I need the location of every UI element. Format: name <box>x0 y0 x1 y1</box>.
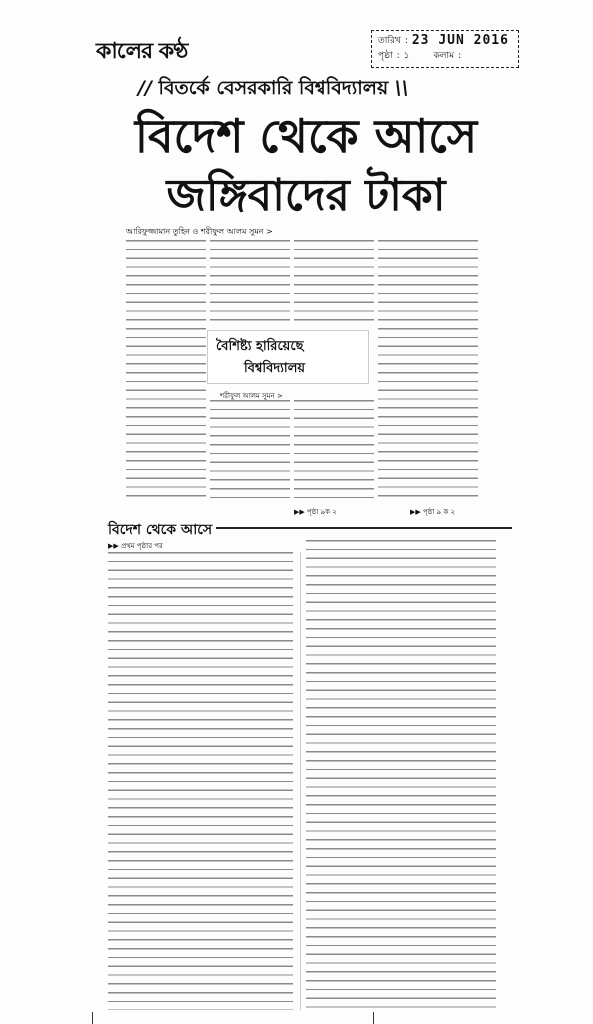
headline-line-1: বিদেশ থেকে আসে <box>134 109 478 163</box>
stamp-page-label: পৃষ্ঠা <box>378 51 393 61</box>
section-rule <box>216 527 512 529</box>
stamp-column-label: কলাম <box>433 51 455 61</box>
inset-byline: শরীফুল আলম সুমন > <box>220 392 283 400</box>
inset-title-1: বৈশিষ্ট্য হারিয়েছে <box>216 339 304 354</box>
continuation-column-2 <box>306 540 496 1010</box>
stamp-page: ১ <box>403 51 410 61</box>
body-column-1 <box>126 240 206 500</box>
article-kicker: // বিতর্কে বেসরকারি বিশ্ববিদ্যালয় \\ <box>138 77 409 99</box>
headline-line-2: জঙ্গিবাদের টাকা <box>166 170 446 221</box>
body-column-2a <box>210 240 290 328</box>
body-column-3b <box>294 400 374 500</box>
clipping-edge <box>92 1012 374 1024</box>
stamp-date: 23 JUN 2016 <box>411 33 509 48</box>
body-column-2b <box>210 400 290 500</box>
jump-line-1: ▶▶ পৃষ্ঠা ৯ক ২ <box>294 508 337 516</box>
body-column-3a <box>294 240 374 328</box>
continuation-from: ▶▶ প্রথম পৃষ্ঠার পর <box>108 542 163 550</box>
masthead-logo: কালের কণ্ঠ <box>96 39 188 64</box>
kicker-text: বিতর্কে বেসরকারি বিশ্ববিদ্যালয় <box>158 77 389 99</box>
inset-title-2: বিশ্ববিদ্যালয় <box>244 361 306 376</box>
continuation-column-1 <box>108 552 293 1010</box>
date-stamp: তারিখ : 23 JUN 2016 পৃষ্ঠা : ১ কলাম : <box>371 30 519 68</box>
body-column-4 <box>378 240 478 500</box>
column-divider <box>300 552 301 1010</box>
continuation-heading: বিদেশ থেকে আসে <box>108 522 213 538</box>
inset-box <box>207 330 369 384</box>
jump-line-2: ▶▶ পৃষ্ঠা ৯ ক ২ <box>410 508 456 516</box>
article-byline: আরিফুজ্জামান তুহিন ও শরীফুল আলম সুমন > <box>126 227 273 236</box>
stamp-date-label: তারিখ <box>378 36 401 46</box>
